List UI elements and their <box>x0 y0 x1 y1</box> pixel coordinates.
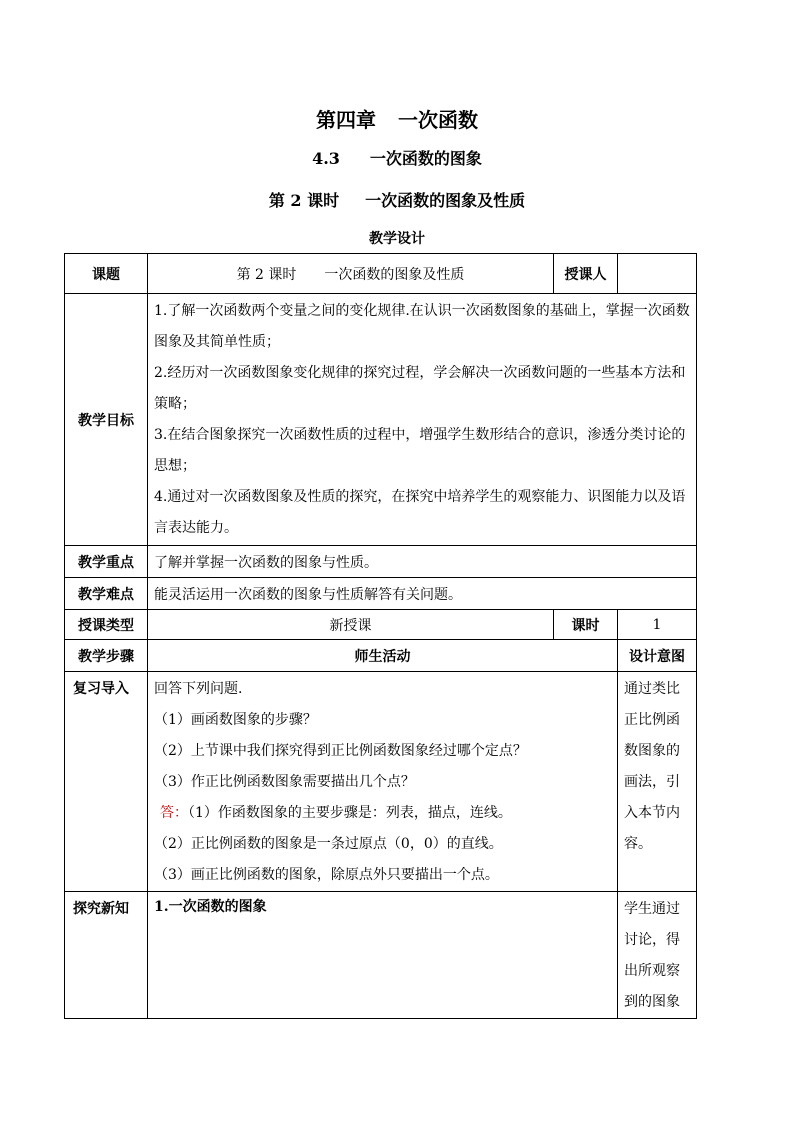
topic-label: 课题 <box>65 254 148 294</box>
answer-text: （1）作函数图象的主要步骤是：列表，描点，连线。 <box>188 805 512 821</box>
review-answer-line: （3）画正比例函数的图象，除原点外只要描出一个点。 <box>154 867 499 883</box>
goals-cell <box>148 294 697 546</box>
review-line: （3）作正比例函数图象需要描出几个点？ <box>154 774 415 790</box>
chapter-name: 一次函数 <box>398 108 478 132</box>
key-label: 教学重点 <box>65 546 148 578</box>
key-value: 了解并掌握一次函数的图象与性质。 <box>148 546 697 578</box>
lesson-plan-table <box>64 253 697 1019</box>
topic-row <box>65 254 697 294</box>
review-line: （1）画函数图象的步骤？ <box>154 712 317 728</box>
teacher-label: 授课人 <box>554 254 618 294</box>
doc-type: 教学设计 <box>369 231 425 247</box>
section-name: 一次函数的图象 <box>369 149 482 168</box>
explore-label: 探究新知 <box>65 892 148 1019</box>
steps-header: 教学步骤 <box>65 640 148 672</box>
chapter-number: 第四章 <box>316 108 376 132</box>
section-number: 4.3 <box>312 149 340 168</box>
topic-value: 第 2 课时 一次函数的图象及性质 <box>148 254 554 294</box>
activity-header: 师生活动 <box>148 640 618 672</box>
lesson-title <box>0 188 794 211</box>
review-answer-line <box>154 798 611 829</box>
review-intent-text: 通过类比正比例函数图象的画法，引入本节内容。 <box>624 681 680 852</box>
section-title <box>0 146 794 169</box>
review-answer-line: （2）正比例函数的图象是一条过原点（0，0）的直线。 <box>154 836 503 852</box>
explore-intent-text: 学生通过讨论，得出所观察到的图象 <box>624 901 680 1010</box>
chapter-title <box>0 104 794 133</box>
type-row <box>65 610 697 640</box>
explore-heading: 1.一次函数的图象 <box>148 892 618 1019</box>
teacher-value <box>618 254 697 294</box>
hours-value: 1 <box>618 610 697 640</box>
review-label: 复习导入 <box>65 672 148 892</box>
review-line: 回答下列问题. <box>154 681 243 697</box>
type-label: 授课类型 <box>65 610 148 640</box>
difficulty-value: 能灵活运用一次函数的图象与性质解答有关问题。 <box>148 578 697 610</box>
answer-prefix: 答： <box>160 805 188 821</box>
lesson-number: 第 2 课时 <box>268 191 340 210</box>
goal-item: 2.经历对一次函数图象变化规律的探究过程，学会解决一次函数问题的一些基本方法和策略； <box>154 364 686 412</box>
explore-row <box>65 892 697 1019</box>
type-value: 新授课 <box>148 610 554 640</box>
intent-header: 设计意图 <box>618 640 697 672</box>
difficulty-label: 教学难点 <box>65 578 148 610</box>
review-line: （2）上节课中我们探究得到正比例函数图象经过哪个定点？ <box>154 743 527 759</box>
steps-header-row <box>65 640 697 672</box>
goal-item: 1.了解一次函数两个变量之间的变化规律.在认识一次函数图象的基础上，掌握一次函数图象及其简单性质； <box>154 302 690 350</box>
goals-row <box>65 294 697 546</box>
goal-item: 4.通过对一次函数图象及性质的探究，在探究中培养学生的观察能力、识图能力以及语言表达能力。 <box>154 488 686 536</box>
review-row <box>65 672 697 892</box>
review-activity <box>148 672 618 892</box>
explore-intent <box>618 892 697 1019</box>
key-row <box>65 546 697 578</box>
difficulty-row <box>65 578 697 610</box>
hours-label: 课时 <box>554 610 618 640</box>
lesson-name: 一次函数的图象及性质 <box>365 191 526 210</box>
goal-item: 3.在结合图象探究一次函数性质的过程中，增强学生数形结合的意识，渗透分类讨论的思想； <box>154 426 686 474</box>
goals-label: 教学目标 <box>65 294 148 546</box>
review-intent <box>618 672 697 892</box>
